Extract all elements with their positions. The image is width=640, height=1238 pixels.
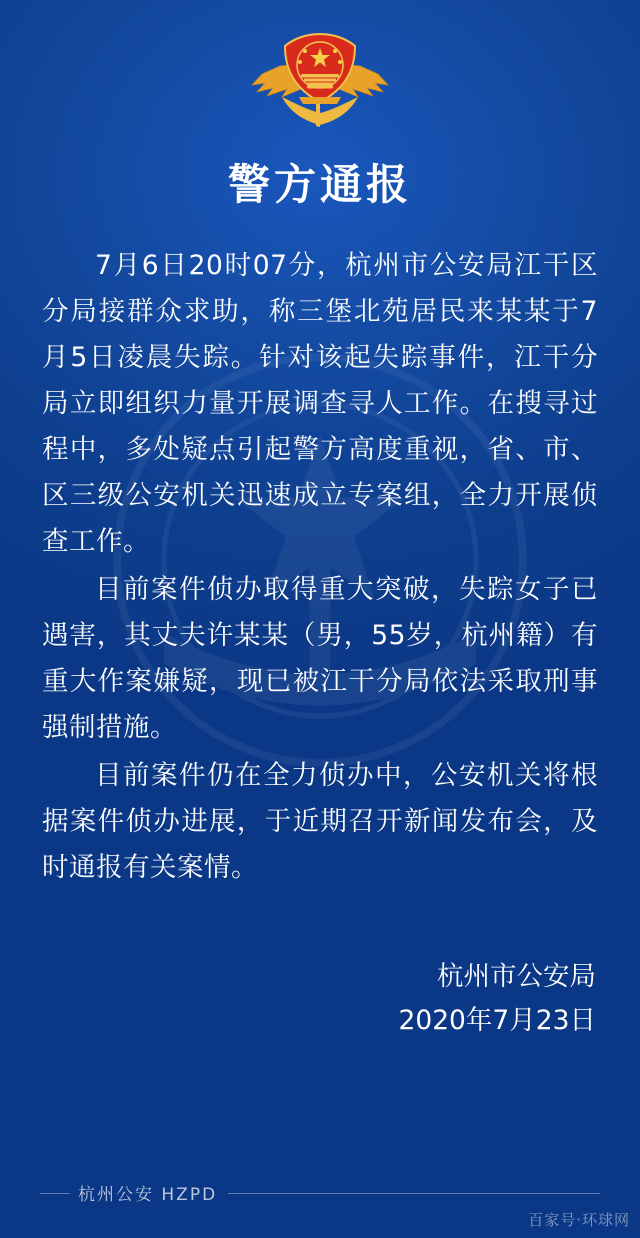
notice-paragraph-3: 目前案件仍在全力侦办中，公安机关将根据案件侦办进展，于近期召开新闻发布会，及时通报有关案情。 [42,760,598,883]
source-watermark: 百家号·环球网 [528,1211,630,1229]
footer-divider-right [228,1193,600,1194]
footer-divider-left [40,1193,70,1194]
notice-paragraph-2: 目前案件侦办取得重大突破，失踪女子已遇害，其丈夫许某某（男，55岁，杭州籍）有重大作案嫌疑，现已被江干分局依法采取刑事强制措施。 [42,574,598,743]
china-police-emblem [245,22,395,134]
notice-body [42,243,598,893]
footer-brand-bar [0,1174,640,1214]
footer-brand-label: 杭州公安 HZPD [78,1185,218,1205]
page-title: 警方通报 [227,160,412,209]
signature-block [398,955,596,1043]
notice-paragraph-1: 7月6日20时07分，杭州市公安局江干区分局接群众求助，称三堡北苑居民来某某于7月5日凌晨失踪。针对该起失踪事件，江干分局立即组织力量开展调查寻人工作。在搜寻过程中，多处疑点引起警方高度重视，省、市、区三级公安机关迅速成立专案组，全力开展侦查工作。 [42,250,598,557]
signature-issuer: 杭州市公安局 [437,961,596,992]
signature-date: 2020年7月23日 [398,1005,596,1036]
